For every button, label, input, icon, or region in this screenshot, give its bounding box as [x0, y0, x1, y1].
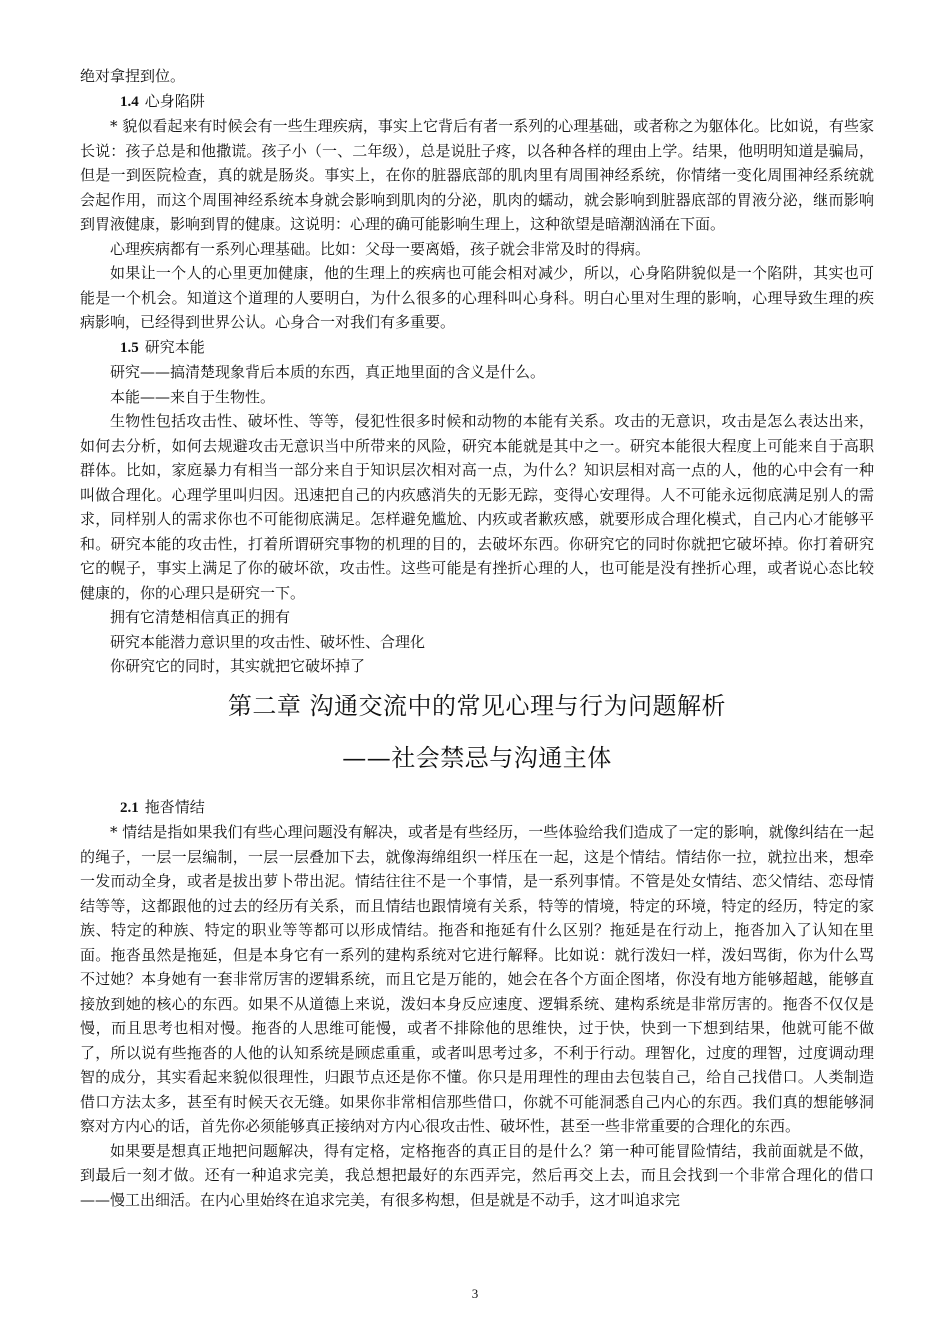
paragraph: 研究——搞清楚现象背后本质的东西，真正地里面的含义是什么。: [110, 363, 546, 381]
section-number: 2.1: [120, 799, 139, 816]
section-number: 1.4: [120, 93, 139, 110]
paragraph: 如果让一个人的心里更加健康，他的生理上的疾病也可能会相对减少，所以，心身陷阱貌似是一个陷阱，其实也可能是一个机会。知道这个道理的人要明白，为什么很多的心理科叫心身科。明白心里对生理的影响，心理导致生理的疾病影响，已经得到世界公认。心身合一对我们有多重要。: [80, 264, 874, 331]
paragraph: 本能——来自于生物性。: [110, 387, 276, 406]
paragraph: * 情结是指如果我们有些心理问题没有解决，或者是有些经历，一些体验给我们造成了一定的影响，就像纠结在一起的绳子，一层一层编制，一层一层叠加下去，就像海绵组织一样压在一起，这是个情结。情结你一拉，就拉出来，想牵一发而动全身，或者是拔出萝卜带出泥。情结往往不是一个事情，是一系列事情。不管是处女情结、恋父情结、恋母情结等等，这都跟他的过去的经历有关系，而且情结也跟情境有关系，特等的情境，特定的环境，特定的经历，特定的家族、特定的种族、特定的职业等等都可以形成情结。拖沓和拖延有什么区别？拖延是在行动上，拖沓加入了认知在里面。拖沓虽然是拖延，但是本身它有一系列的建构系统对它进行解释。比如说：就行泼妇一样，泼妇骂街，你为什么骂不过她？本身她有一套非常厉害的逻辑系统，而且它是万能的，她会在各个方面企图堵，你没有地方能够超越，能够直接放到她的核心的东西。如果不从道德上来说，泼妇本身反应速度、逻辑系统、建构系统是非常厉害的。拖沓不仅仅是慢，而且思考也相对慢。拖沓的人思维可能慢，或者不排除他的思维快，过于快，快到一下想到结果，他就可能不做了，所以说有些拖沓的人他的认知系统是顾虑重重，或者叫思考过多，不利于行动。理智化，过度的理智，过度调动理智的成分，其实看起来貌似很理性，归跟节点还是你不懂。你只是用理性的理由去包装自己，给自己找借口。人类制造借口方法太多，甚至有时候天衣无缝。如果你非常相信那些借口，你就不可能洞悉自己内心的东西。我们真的想能够洞察对方内心的话，首先你必须能够真正接纳对方内心很攻击性、破坏性，甚至一些非常重要的合理化的东西。: [80, 823, 874, 1135]
paragraph: 如果要是想真正地把问题解决，得有定格，定格拖沓的真正目的是什么？第一种可能冒险情结，我前面就是不做，到最后一刻才做。还有一种追求完美，我总想把最好的东西弄完，然后再交上去，而且会找到一个非常合理化的借口——慢工出细活。在内心里始终在追求完美，有很多构想，但是就是不动手，这才叫追求完: [80, 1141, 874, 1209]
paragraph: 心理疾病都有一系列心理基础。比如：父母一要离婚，孩子就会非常及时的得病。: [110, 239, 651, 258]
paragraph: 绝对拿捏到位。: [80, 67, 186, 85]
paragraph: * 貌似看起来有时候会有一些生理疾病，事实上它背后有者一系列的心理基础，或者称之为躯体化。比如说，有些家长说：孩子总是和他撒谎。孩子小（一、二年级），总是说肚子疼，以各种各样的理由上学。结果，他明明知道是骗局，但是一到医院检查，真的就是肠炎。事实上，在你的脏器底部的肌肉里有周围神经系统，你情绪一变化周围神经系统就会起作用，而这个周围神经系统本身就会影响到肌肉的分泌，肌肉的蠕动，就会影响到脏器底部的胃液分泌，继而影响到胃液健康，影响到胃的健康。这说明：心理的确可能影响生理上，这种欲望是暗潮汹涌在下面。: [80, 117, 874, 233]
paragraph: 拥有它清楚相信真正的拥有: [110, 608, 291, 626]
section-title: 研究本能: [144, 337, 205, 356]
section-title: 心身陷阱: [144, 91, 205, 110]
document-page: [80, 64, 874, 1212]
paragraph: 研究本能潜力意识里的攻击性、破坏性、合理化: [110, 632, 426, 651]
paragraph: 你研究它的同时，其实就把它破坏掉了: [110, 657, 366, 675]
chapter-title: 第二章 沟通交流中的常见心理与行为问题解析: [227, 691, 727, 720]
section-heading: [80, 89, 874, 115]
paragraph: 生物性包括攻击性、破坏性、等等，侵犯性很多时候和动物的本能有关系。攻击的无意识，攻击是怎么表达出来，如何去分析，如何去规避攻击无意识当中所带来的风险，研究本能就是其中之一。研究本能很大程度上可能来自于高职群体。比如，家庭暴力有相当一部分来自于知识层次相对高一点，为什么？知识层相对高一点的人，他的心中会有一种叫做合理化。心理学里叫归因。迅速把自己的内疚感消失的无影无踪，变得心安理得。人不可能永远彻底满足别人的需求，同样别人的需求你也不可能彻底满足。怎样避免尴尬、内疚或者歉疚感，就要形成合理化模式，自己内心才能够平和。研究本能的攻击性，打着所谓研究事物的机理的目的，去破坏东西。你研究它的同时你就把它破坏掉。你打着研究它的幌子，事实上满足了你的破坏欲，攻击性。这些可能是有挫折心理的人，也可能是没有挫折心理，或者说心态比较健康的，你的心理只是研究一下。: [80, 412, 874, 602]
section-heading: [80, 335, 874, 361]
spacer: [80, 775, 874, 795]
section-title: 拖沓情结: [144, 797, 205, 816]
chapter-subtitle: ——社会禁忌与沟通主体: [342, 743, 612, 772]
page-number: 3: [471, 1286, 479, 1301]
section-heading: [80, 795, 874, 821]
section-number: 1.5: [120, 339, 139, 356]
